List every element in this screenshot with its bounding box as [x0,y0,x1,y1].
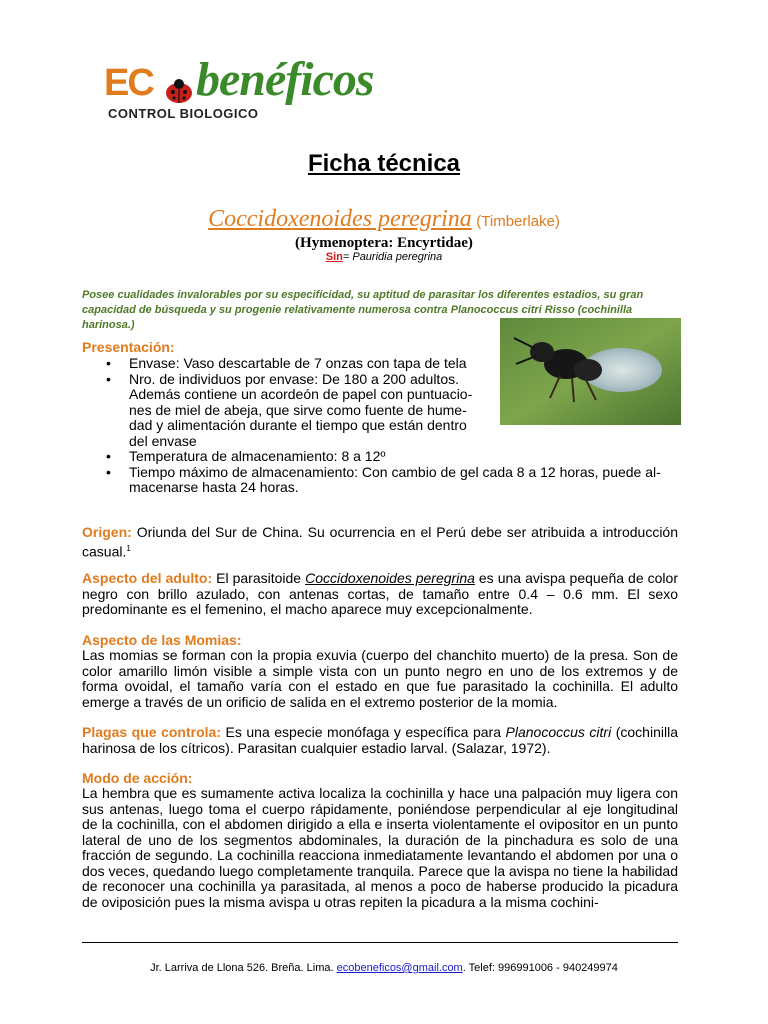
synonym-line [0,251,768,263]
origen-section [82,525,678,560]
list-item: • Tiempo máximo de almacenamiento: Con cambio de gel cada 8 a 12 horas, puede al- [106,463,661,480]
logo-brand-text: benéficos [196,53,374,106]
bullet-icon: • [106,463,111,480]
footer-divider [82,942,678,943]
logo-subtitle: CONTROL BIOLOGICO [108,106,259,121]
momias-text: Las momias se forman con la propia exuvia (cuerpo del chanchito muerto) de la presa. Son de color amarillo limón visible a simple vista con un punto negro en uno de los extremos y de forma ovoidal, el tamaño varía con el estado en que fue parasitado la cochinilla. El adulto emerge a través de un orificio de salida en el extremo posterior de la momia. [82,647,678,710]
list-item: • Temperatura de almacenamiento: 8 a 12º [106,448,386,464]
footer [0,962,768,974]
logo [100,52,410,130]
email-link[interactable]: ecobeneficos@gmail.com [336,962,463,974]
list-item: • Nro. de individuos por envase: De 180 a 200 adultos. [106,370,459,387]
bullet-icon: • [106,448,111,464]
footer-phones: . Telef: 996991006 - 940249974 [462,962,618,974]
list-item-continuation: dad y alimentación durante el tiempo que están dentro [129,417,467,433]
taxonomic-order: (Hymenoptera: Encyrtidae) [295,235,473,251]
synonym-label: Sin [325,251,343,263]
adulto-section: Aspecto del adulto: El parasitoide Coccidoxenoides peregrina es una avispa pequeña de color negro con brillo azulado, con antenas cortas, de tamaño entre 0.4 – 0.6 mm. El sexo predominante es el femenino, el macho aparece muy excepcionalmente. [82,570,678,617]
list-item-continuation: macenarse hasta 24 horas. [129,479,299,495]
modo-text: La hembra que es sumamente activa localiza la cochinilla y hace una palpación muy ligera con sus antenas, luego toma el cuerpo rápidamente, poniéndose perpendicular al eje longitudinal de la cochinilla, con el abdomen dirigido a ella e inserta violentamente el ovipositor en un punto lateral de uno de los segmentos abdominales, la duración de la pinchadura es solo de una fracción de segundo. La cochinilla reacciona inmediatamente levantando el abdomen por una o dos veces, quedando luego completamente tranquila. Parece que la avispa no tiene la habilidad de reconocer una cochinilla ya parasitada, al menos a poco de haberse producido la picadura de oviposición pues la misma avispa u otras repiten la picadura a la misma cochini- [82,785,678,910]
species-inline: Coccidoxenoides peregrina [305,570,475,586]
species-name: Coccidoxenoides peregrina [208,206,472,232]
plagas-section: Plagas que controla: Es una especie monófaga y específica para Planococcus citri (cochinilla harinosa de los cítricos). Parasitan cualquier estadio larval. (Salazar, 1972). [82,724,678,756]
footer-address: Jr. Larriva de Llona 526. Breña. Lima. [150,962,337,974]
origen-text: Oriunda del Sur de China. Su ocurrencia en el Perú debe ser atribuida a introducción casual. [82,524,678,560]
plagas-heading: Plagas que controla: [82,724,221,740]
list-item-continuation: del envase [129,432,197,449]
adulto-heading: Aspecto del adulto: [82,570,213,586]
ladybug-icon [164,78,194,104]
page-title: Ficha técnica [307,150,461,177]
momias-heading: Aspecto de las Momias: [82,632,242,648]
intro-paragraph: Posee cualidades invalorables por su especificidad, su aptitud de parasitar los diferentes estadios, su gran capacidad de búsqueda y su progenie relativamente numerosa contra Planococcus citri Risso (cochinilla harinosa.) [82,289,644,331]
origen-heading: Origen: [82,524,132,540]
list-item-continuation: nes de miel de abeja, que sirve como fuente de hume- [129,401,467,418]
bullet-icon: • [106,370,111,387]
logo-eco-text: EC [104,62,153,104]
species-author: (Timberlake) [476,213,560,230]
presentacion-list [82,356,682,496]
species-line [0,206,768,233]
list-item-continuation: Además contiene un acordeón de papel con puntuacio- [129,386,473,402]
presentacion-heading: Presentación: [82,339,175,355]
modo-heading: Modo de acción: [82,770,193,786]
bullet-icon: • [106,355,111,371]
footnote-marker: 1 [126,543,131,553]
synonym-text: = Pauridia peregrina [342,251,443,263]
species-inline: Planococcus citri [505,724,612,740]
list-item: • Envase: Vaso descartable de 7 onzas con tapa de tela [106,355,467,371]
